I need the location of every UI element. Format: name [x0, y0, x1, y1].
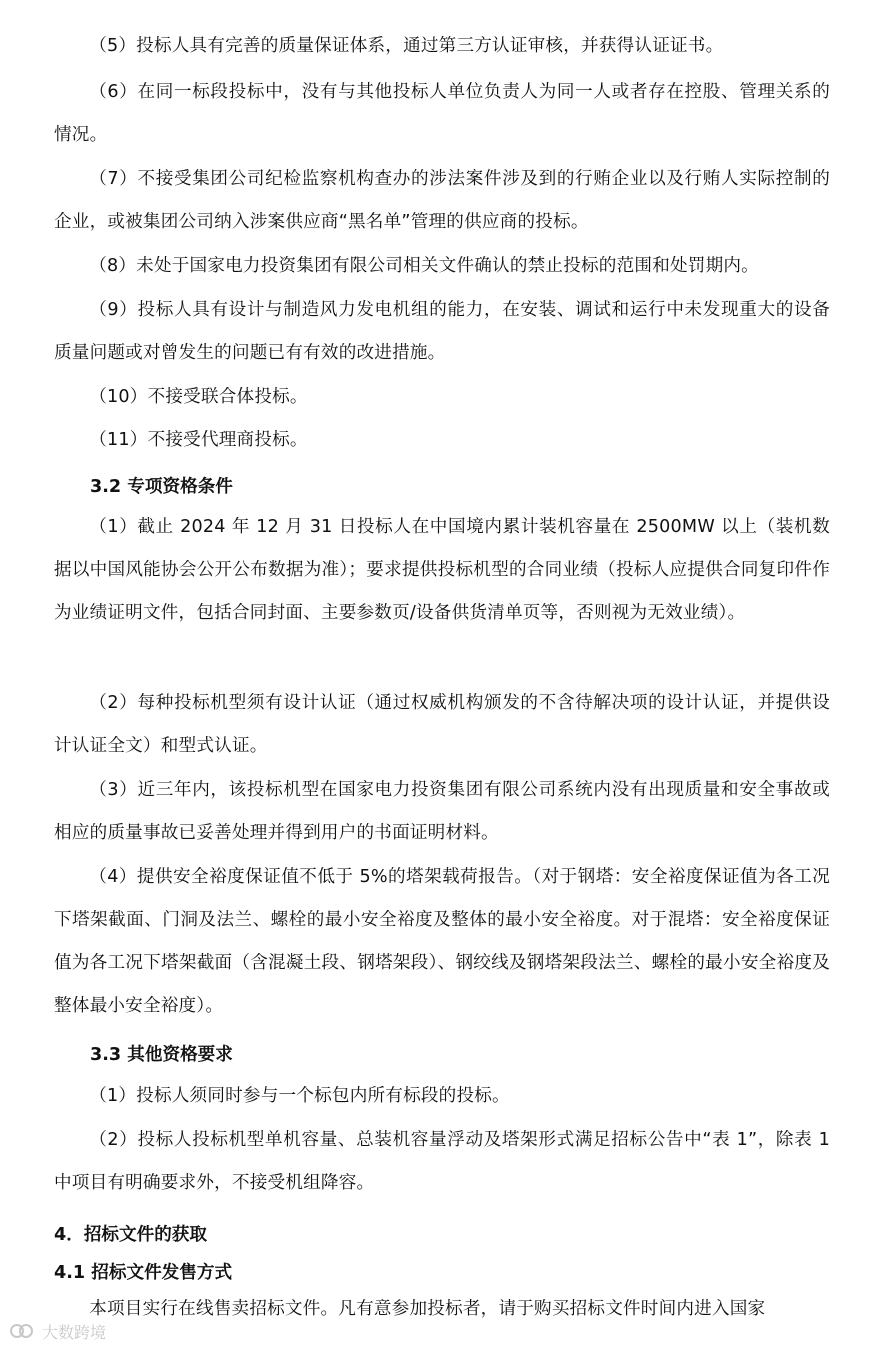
paragraph-qualification-11: （11）不接受代理商投标。: [89, 430, 308, 450]
section-heading-4-1: 4.1 招标文件发售方式: [54, 1263, 233, 1283]
paragraph-special-1: （1）截止 2024 年 12 月 31 日投标人在中国境内累计装机容量在 2500MW 以上（装机数据以中国风能协会公开公布数据为准）；要求提供投标机型的合同业绩（投标人应提供合同复印件作为业绩证明文件，包括合同封面、主要参数页/设备供货清单页等，否则视为无效业绩）。: [54, 517, 830, 623]
section-heading-4: 4．招标文件的获取: [54, 1225, 207, 1245]
paragraph-sale-method: 本项目实行在线售卖招标文件。凡有意参加投标者，请于购买招标文件时间内进入国家: [89, 1299, 766, 1319]
paragraph-other-1: （1）投标人须同时参与一个标包内所有标段的投标。: [89, 1086, 510, 1106]
section-heading-3-2: 3.2 专项资格条件: [90, 477, 233, 497]
section-heading-3-3: 3.3 其他资格要求: [90, 1045, 233, 1065]
paragraph-qualification-9: （9）投标人具有设计与制造风力发电机组的能力，在安装、调试和运行中未发现重大的设备质量问题或对曾发生的问题已有有效的改进措施。: [54, 300, 830, 363]
paragraph-special-2: （2）每种投标机型须有设计认证（通过权威机构颁发的不含待解决项的设计认证，并提供设计认证全文）和型式认证。: [54, 693, 830, 756]
paragraph-qualification-6: （6）在同一标段投标中，没有与其他投标人单位负责人为同一人或者存在控股、管理关系的情况。: [54, 82, 830, 145]
paragraph-qualification-7: （7）不接受集团公司纪检监察机构查办的涉法案件涉及到的行贿企业以及行贿人实际控制的企业，或被集团公司纳入涉案供应商“黑名单”管理的供应商的投标。: [54, 169, 830, 232]
watermark-text: 大数跨境: [42, 1322, 107, 1342]
brand-logo-icon: [8, 1321, 36, 1341]
paragraph-other-2: （2）投标人投标机型单机容量、总装机容量浮动及塔架形式满足招标公告中“表 1”，除表 1 中项目有明确要求外，不接受机组降容。: [54, 1130, 830, 1193]
paragraph-special-4: （4）提供安全裕度保证值不低于 5%的塔架载荷报告。（对于钢塔：安全裕度保证值为各工况下塔架截面、门洞及法兰、螺栓的最小安全裕度及整体的最小安全裕度。对于混塔：安全裕度保证值为各工况下塔架截面（含混凝土段、钢塔架段）、钢绞线及钢塔架段法兰、螺栓的最小安全裕度及整体最小安全裕度）。: [54, 867, 830, 1016]
paragraph-qualification-8: （8）未处于国家电力投资集团有限公司相关文件确认的禁止投标的范围和处罚期内。: [89, 256, 759, 276]
paragraph-special-3: （3）近三年内，该投标机型在国家电力投资集团有限公司系统内没有出现质量和安全事故或相应的质量事故已妥善处理并得到用户的书面证明材料。: [54, 780, 830, 843]
paragraph-qualification-10: （10）不接受联合体投标。: [89, 387, 308, 407]
paragraph-qualification-5: （5）投标人具有完善的质量保证体系，通过第三方认证审核，并获得认证证书。: [89, 36, 724, 56]
watermark: [8, 1320, 106, 1342]
